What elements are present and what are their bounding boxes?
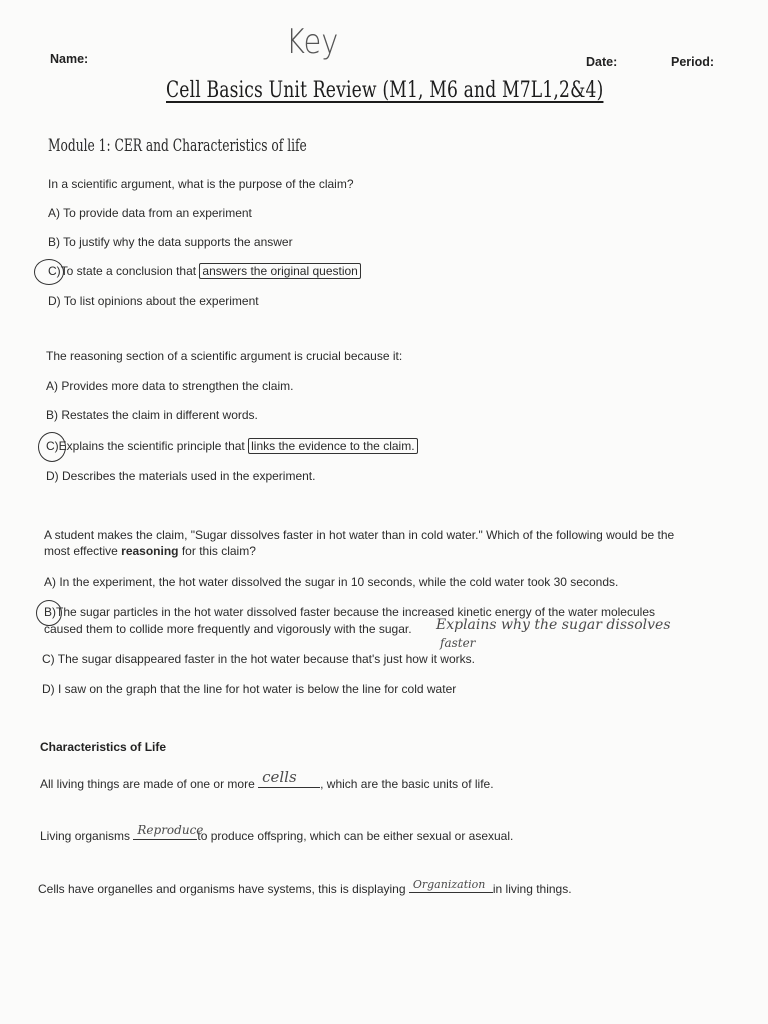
sentence-text: to produce offspring, which can be either sexual or asexual. bbox=[197, 829, 514, 843]
name-label: Name: bbox=[50, 52, 89, 66]
date-label: Date: bbox=[586, 55, 618, 69]
fill-blank-cells bbox=[40, 768, 494, 791]
handwritten-note: Explains why the sugar dissolves bbox=[436, 617, 671, 633]
characteristics-heading: Characteristics of Life bbox=[40, 740, 167, 754]
sentence-text: All living things are made of one or more bbox=[40, 777, 259, 791]
q2-option-b bbox=[46, 408, 258, 422]
option-text: The sugar disappeared faster in the hot water because that's just how it works. bbox=[57, 652, 475, 666]
q1-option-c bbox=[48, 264, 361, 278]
option-text: In the experiment, the hot water dissolved the sugar in 10 seconds, while the cold water took 30 seconds. bbox=[59, 575, 619, 589]
module1-heading: Module 1: CER and Characteristics of life bbox=[48, 136, 307, 156]
option-text: I saw on the graph that the line for hot water is below the line for cold water bbox=[58, 682, 457, 696]
option-text: To state a conclusion that bbox=[60, 264, 200, 278]
option-text: Explains the scientific principle that bbox=[58, 439, 249, 453]
q3-prompt-line2 bbox=[44, 544, 256, 558]
answer-blank[interactable] bbox=[133, 823, 204, 840]
q3-option-a bbox=[44, 575, 618, 589]
answer-blank[interactable] bbox=[258, 768, 320, 788]
option-letter: D) bbox=[46, 469, 59, 483]
prompt-keyword: reasoning bbox=[121, 544, 179, 558]
sentence-text: in living things. bbox=[492, 882, 572, 896]
page-title: Cell Basics Unit Review (M1, M6 and M7L1,2&4) bbox=[166, 78, 604, 103]
option-text: To list opinions about the experiment bbox=[63, 294, 259, 308]
answer-blank[interactable] bbox=[409, 880, 493, 893]
option-letter: A) bbox=[48, 206, 60, 220]
boxed-phrase: links the evidence to the claim. bbox=[248, 438, 417, 454]
sentence-text: , which are the basic units of life. bbox=[320, 777, 494, 791]
q2-option-d bbox=[46, 469, 315, 483]
q2-prompt: The reasoning section of a scientific argument is crucial because it: bbox=[46, 349, 403, 363]
option-text: To provide data from an experiment bbox=[63, 206, 252, 220]
option-letter: B) bbox=[48, 235, 60, 249]
option-letter: D) bbox=[42, 682, 55, 696]
option-letter: C) bbox=[48, 264, 61, 278]
q3-option-b-line2: caused them to collide more frequently and vigorously with the sugar. bbox=[44, 622, 412, 636]
option-letter: B) bbox=[44, 605, 56, 619]
q1-option-d bbox=[48, 294, 259, 308]
prompt-text: most effective bbox=[44, 544, 122, 558]
q1-option-b bbox=[48, 235, 293, 249]
q1-prompt: In a scientific argument, what is the purpose of the claim? bbox=[48, 177, 354, 191]
option-text: The sugar particles in the hot water dissolved faster because the increased kinetic energy of the water molecules bbox=[56, 605, 655, 619]
option-text: Provides more data to strengthen the claim. bbox=[61, 379, 294, 393]
q2-option-a bbox=[46, 379, 293, 393]
option-text: To justify why the data supports the answer bbox=[63, 235, 293, 249]
prompt-text: for this claim? bbox=[178, 544, 256, 558]
option-letter: A) bbox=[44, 575, 56, 589]
option-letter: D) bbox=[48, 294, 61, 308]
handwritten-key: Key bbox=[286, 22, 339, 62]
q1-option-a bbox=[48, 206, 252, 220]
q3-option-c bbox=[42, 652, 475, 666]
period-label: Period: bbox=[671, 55, 715, 69]
option-letter: C) bbox=[42, 652, 55, 666]
handwritten-answer: cells bbox=[262, 768, 297, 786]
handwritten-answer: Organization bbox=[412, 878, 486, 891]
option-letter: A) bbox=[46, 379, 58, 393]
q3-option-d bbox=[42, 682, 456, 696]
fill-blank-reproduce bbox=[40, 823, 514, 843]
boxed-phrase: answers the original question bbox=[199, 263, 360, 279]
fill-blank-organization bbox=[38, 880, 572, 896]
option-text: Describes the materials used in the experiment. bbox=[62, 469, 316, 483]
handwritten-answer: Reproduce bbox=[137, 823, 204, 837]
option-letter: C) bbox=[46, 439, 59, 453]
sentence-text: Living organisms bbox=[40, 829, 134, 843]
q2-option-c bbox=[46, 439, 418, 453]
option-text: Restates the claim in different words. bbox=[61, 408, 258, 422]
option-letter: B) bbox=[46, 408, 58, 422]
sentence-text: Cells have organelles and organisms have systems, this is displaying bbox=[38, 882, 409, 896]
q3-prompt-line1: A student makes the claim, "Sugar dissolves faster in hot water than in cold water." Which of the following would be the bbox=[44, 528, 675, 542]
handwritten-note-2: faster bbox=[440, 636, 476, 650]
